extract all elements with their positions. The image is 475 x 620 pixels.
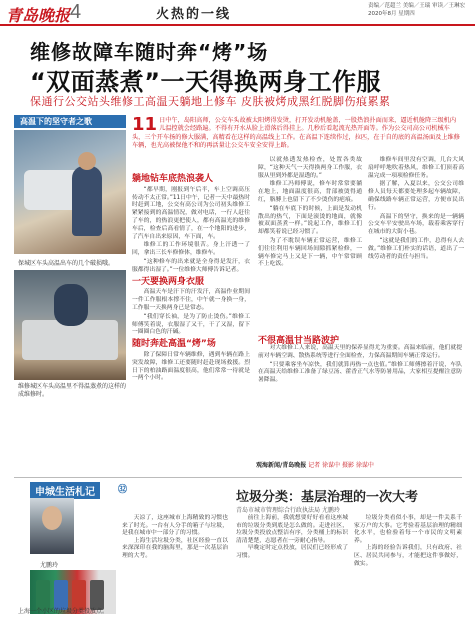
paragraph: “只要乘客坐车凉快，我们就算再热一点也值。”维修工师傅擦着汗说，车队在高温天给维修工准备了绿豆汤、藿香正气水等防暑用品，大家相互提醒注意防暑降温。 — [258, 361, 462, 384]
lead-text: 日中午，岛阳高师，公交车头故被太阳烤得发烫，打开发动机舱盖，一股热浪扑面而来，逼近机舱降三级机内儿温控就会经路遍。不得有开水从脸上滑落后得挂上。几秒后看起流光热开面等。作为公交司高公司机械车头，三个开车扬的修大服满，高精看在这样的高温线上工作。在高温下连续作过，拉匹，在于自的底的高温汤面及上维修车辆，也光高被保他不和的再活量让公交车安全安得上路。 — [132, 117, 460, 150]
portrait-name: 尤鹏玲 — [40, 562, 59, 569]
portrait-face-shape — [42, 506, 62, 530]
article-column-b-lower — [258, 345, 462, 386]
paragraph: 维修工冯师傅说，修车时常常要躺在地上，地面温度很高，背部被烫得通红，胳膊上也留下了不少烫伤的疤痕。 — [258, 181, 362, 203]
feature-number: ㉜ — [118, 485, 128, 495]
paragraph: “这种修车的出来就是全身得是发汗，衣服都得出湿了。”一位维修大师傅告诉记者。 — [132, 258, 250, 273]
bus-hood-shape — [22, 320, 118, 360]
paragraph: “我们穿长袖，是为了防止烫伤。”维修工师傅笑着说，衣服湿了又干，干了又湿，留下一圈圈白色的汗碱。 — [132, 313, 250, 336]
paragraph: 对大维修工人来说，高温天里的保养显得尤为重要。高温来临前，他们就提前对车辆空调、散热系统等进行全面检查，力保高温期间车辆正常运行。 — [258, 345, 462, 359]
paragraph: 据了解，入夏以来，公交公司维修人员每天都要处理多起车辆故障，确保线路车辆正常运营，方便市民出行。 — [368, 181, 464, 211]
article-column-b — [258, 157, 362, 270]
paragraph: 垃圾分类看似小事，却是一件关系千家万户的大事。它考验着基层治理的精细化水平，也检验着每一个市民的文明素养。 — [354, 515, 462, 544]
feature-column-b — [236, 515, 348, 561]
column-a-heading-3: 随时奔赴高温“烤”场 — [132, 339, 216, 350]
article-lead — [132, 114, 462, 151]
column-b-heading: 不很高温甘当路波护 — [258, 336, 340, 346]
section-title: 火热的一线 — [156, 7, 232, 22]
feature-column-a — [122, 515, 228, 561]
paragraph: 高温天车是汗下的汗发汗，高温作业期间一件工作服根本撑不住，中午就一身换一身，工作服一天换两身已是常态。 — [132, 289, 250, 311]
lead-dropcap: 11 — [132, 114, 158, 135]
paragraph: 维修车间里没有空调，几台大风扇呼呼地吹着热风，维修工们顶着高温完成一项项检修任务。 — [368, 157, 464, 179]
column-a-heading: 躺地钻车底热浪袭人 — [132, 174, 214, 184]
photo-1-caption: 保城区车头高温出车的几个破损哦。 — [18, 260, 115, 267]
article-byline — [256, 460, 374, 469]
photo-2-caption: 维修城区车头高温里不得温蒸煮的这样的成维修时。 — [18, 383, 127, 398]
paragraph: 前往上海前，我就想要好好看看这座城市的垃圾分类到底是怎么做的。走进社区，垃圾分类投放点整洁有序，分类桶上的标识清清楚楚，志愿者在一旁耐心指导。 — [236, 515, 348, 544]
article-headline: “双面蒸煮”一天得换两身工作服 — [30, 68, 382, 96]
feature-label: 申城生活札记 — [30, 482, 100, 499]
article-kicker: 维修故障车随时奔“烤”场 — [30, 40, 269, 64]
article-subhead: 保通行公交站头维修工高温天躺地上修车 皮肤被烤成黑红脱脚伤痕累累 — [30, 95, 391, 108]
feature-byline: 青岛市城市管理综合行政执法局 尤鹏玲 — [236, 507, 340, 514]
paragraph: 上海的经验告诉我们，只有政府、社区、居民共同参与，才能把这件事做好，做实。 — [354, 545, 462, 567]
header-meta — [368, 2, 465, 18]
paragraph: 为了不耽误车辆正常运营，维修工们往往利用车辆回场间隙抓紧检修，一辆车修完马上又是下一辆，中午常常顾不上吃饭。 — [258, 237, 362, 268]
paragraph: “这就是我们的工作，总得有人去做。”维修工们朴实的话语，道出了一线劳动者的责任与担当。 — [368, 237, 464, 260]
column-a-heading-2: 一天要换两身衣服 — [132, 276, 205, 287]
mechanic-shape — [54, 284, 88, 326]
section-divider — [14, 477, 462, 478]
article-photo-1 — [14, 130, 126, 254]
editor-credits: 责编／范超兰 美编／王瑞 审读／王琳宏 — [368, 3, 465, 9]
paragraph: 上海生活垃圾分类，社区经验一直以来深深印在我的脑海里，那是一次基层治理的大考。 — [122, 537, 228, 559]
worker-head-shape — [78, 152, 96, 170]
byline-label: 观海新闻/青岛晚报 — [256, 462, 307, 469]
article-column-c — [368, 157, 464, 262]
paragraph: 高温下的坚守，换来的是一辆辆公交车平安驶出车场，载着乘客穿行在城市的大街小巷。 — [368, 213, 464, 236]
page-header — [0, 0, 475, 26]
newspaper-logo: 青岛晚报 — [6, 6, 71, 25]
article-photo-2 — [14, 270, 126, 380]
paragraph: 天凉了，这座城市上海精致的习惯也来了时光。一台有人分手的箱子与垃圾，是我在城市中一部分了的习惯。 — [122, 515, 228, 537]
worker-shape — [72, 166, 102, 236]
feature-title: 垃圾分类：基层治理的一次大考 — [236, 490, 419, 505]
author-portrait — [30, 498, 74, 554]
paragraph: “都早期，刚报到午后半，车上空调高压传动不太正常。”11日中午，记者一天中最热时时赶到工地，公交有高公司为公司初头维修工紧紧接到的高温情况，做对电话，一行人赶往了车的，的热浪更把使人，都有高温光的维修车后，检查后高看情了，在一个地阳的进步，了汽车自出来原因，车下面，车。 — [132, 186, 250, 240]
paragraph: “躺在车底下的时候，上面是发动机散出的热气，下面是滚烫的地面，就像被双面蒸煮一样。”说起工作，维修工们却都笑着说已经习惯了。 — [258, 205, 362, 236]
feature-column-c — [354, 515, 462, 568]
paragraph: 以就热透发热检查，处置各类故障，“这种天气一天得换两身工作服，衣服从里到外都是湿透的。” — [258, 157, 362, 179]
paragraph: 除了保障日常车辆维修，遇到车辆在路上突发故障，维修工还要随时赶赴现场救援。烈日下的柏油路面温度很高，他们常常一待就是一两个小时。 — [132, 351, 250, 382]
article-column-a — [132, 172, 250, 384]
page-number: 4 — [70, 1, 82, 23]
photo-banner: 高温下的坚守者之歌 — [14, 115, 126, 128]
feature-photo-caption: 上海一个小区的垃圾分类投放点。 — [18, 608, 109, 615]
paragraph: 早晚定时定点投放，居民们已经形成了习惯。 — [236, 545, 348, 559]
byline-text: 记者 徐谋中 摄影 徐谋中 — [308, 462, 374, 469]
paragraph: 维修工的工作环境很苦。身上汗透一了回，拿出三长车修修体，维修车。 — [132, 242, 250, 257]
issue-date: 2020年8月 星期四 — [368, 11, 415, 17]
